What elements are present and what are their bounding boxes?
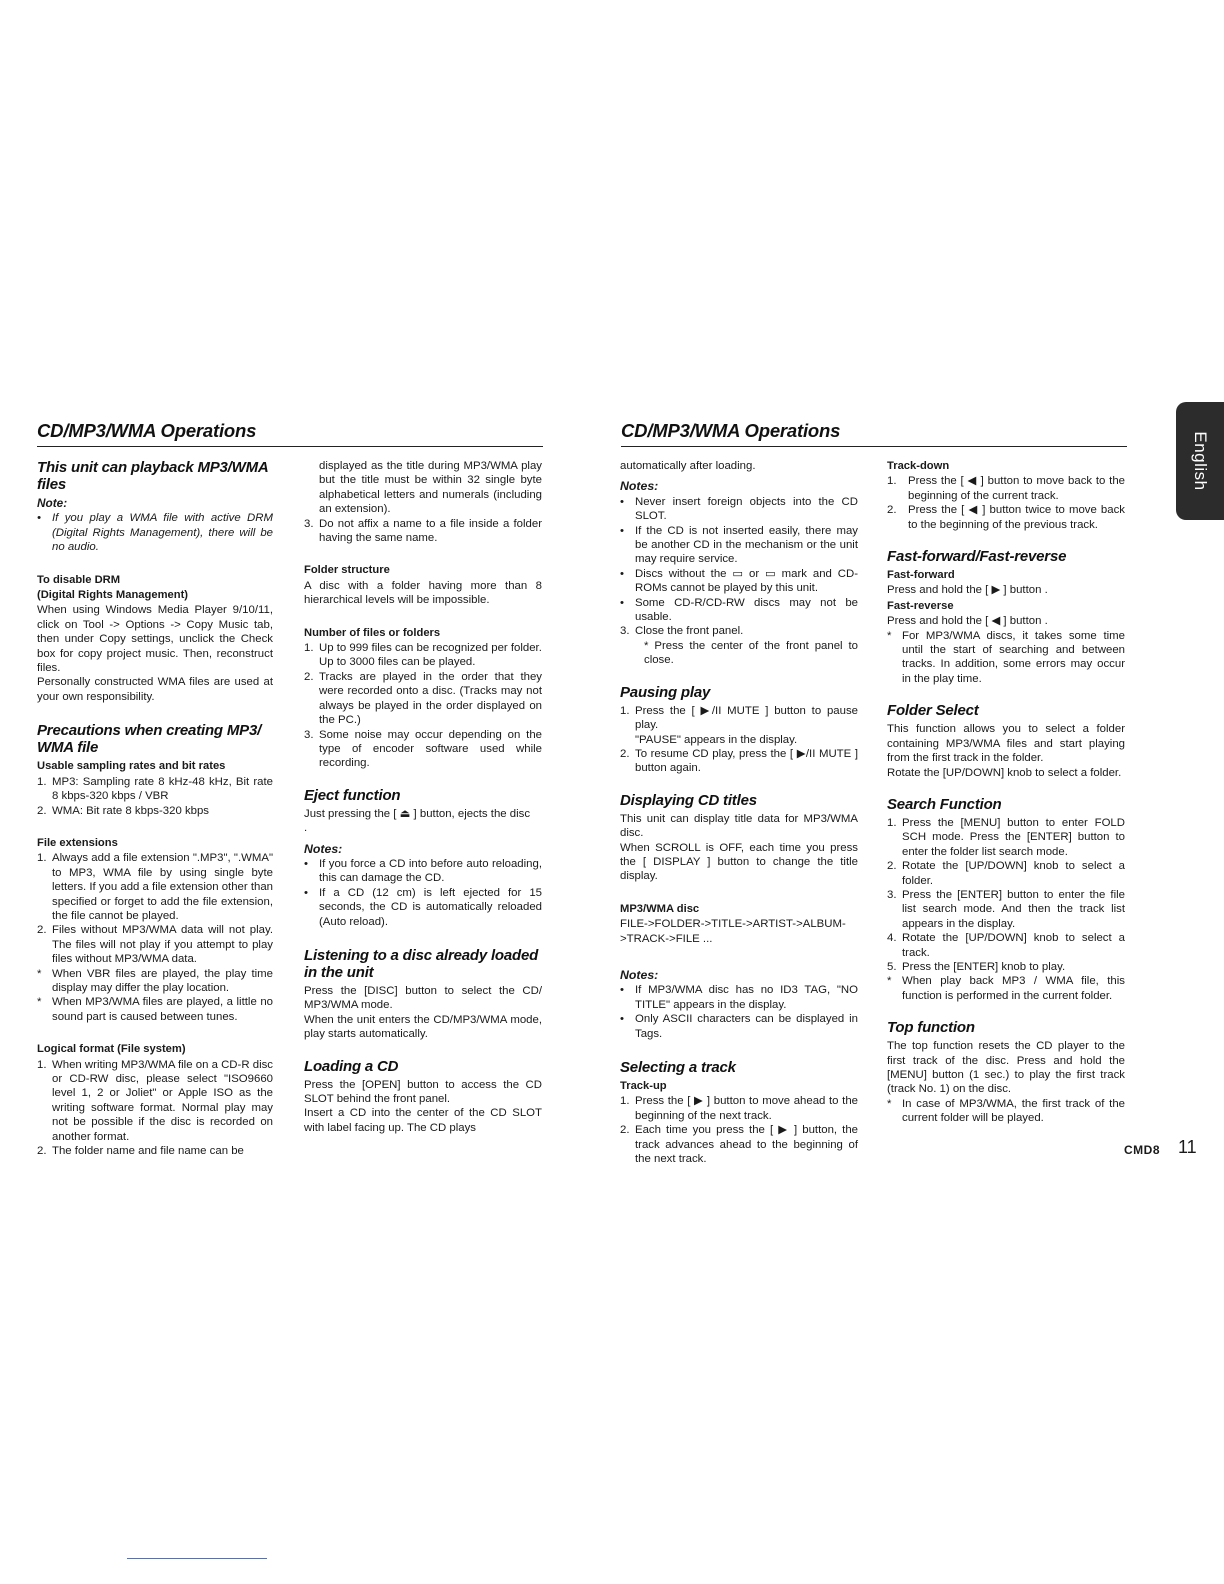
column-2 [304,459,542,1135]
heading-top-function: Top function [887,1019,975,1037]
list-item: 1. Up to 999 files can be recognized per folder. [304,642,542,655]
heading-loading-cd: Loading a CD [304,1057,399,1075]
notes-heading: Notes: [304,841,343,856]
right-page-title: CD/MP3/WMA Operations [621,420,841,441]
loading-text-1: Press the [OPEN] button to access the CD SLOT behind the front panel. [304,1078,542,1105]
language-tab-label: English [1191,431,1210,491]
drm-responsibility: Personally constructed WMA files are used at your own responsibility. [37,676,273,703]
heading-listening-loaded-disc: Listening to a disc already loaded in the unit [304,946,539,981]
list-item: • If you force a CD into before auto reloading, this can damage the CD. [304,857,542,885]
list-item: 3. Close the front panel. [620,625,744,638]
list-item: 3. Do not affix a name to a file inside a folder having the same name. [304,517,542,545]
track-up-list [620,1094,858,1166]
subheading-logical-format: Logical format (File system) [37,1043,186,1056]
folder-structure-text: A disc with a folder having more than 8 hierarchical levels will be impossible. [304,579,542,607]
column-4 [887,459,1125,1126]
model-name: CMD8 [1124,1143,1161,1157]
list-item: 2. To resume CD play, press the [ ▶/II MUTE ] button again. [620,747,858,775]
left-page-title: CD/MP3/WMA Operations [37,420,257,441]
pause-list [620,704,858,776]
heading-precautions: Precautions when creating MP3/ WMA file [37,722,262,757]
bottom-rule [127,1558,267,1559]
subheading-folder-structure: Folder structure [304,564,390,577]
subheading-file-extensions: File extensions [37,836,118,849]
subheading-number-of-files: Number of files or folders [304,626,441,639]
list-item: 3. Press the [ENTER] button to enter the file list search mode. And then the track list appears in the display. [887,888,1125,930]
language-tab [1176,402,1224,520]
subheading-track-down: Track-down [887,460,950,472]
display-titles-text-2: When SCROLL is OFF, each time you press the [ DISPLAY ] button to change the title display. [620,841,858,883]
list-item: 2. Each time you press the [ ▶ ] button, the track advances ahead to the beginning of the next track. [620,1124,858,1166]
display-notes-list [620,983,858,1041]
eject-notes-list [304,857,542,929]
page-number: 11 [1178,1137,1197,1157]
heading-pausing-play: Pausing play [620,683,711,701]
notes-heading: Notes: [620,479,659,494]
drm-instructions: When using Windows Media Player 9/10/11, click on Tool -> Options -> Copy Music tab, then under Copy settings, unclick the Check box for copy project music. Then, reconstruct files. [37,604,273,675]
eject-dot: . [304,822,308,835]
left-title-rule [37,446,543,447]
list-item: * When play back MP3 / WMA file, this function is performed in the current folder. [887,975,1125,1002]
heading-selecting-track: Selecting a track [620,1059,736,1076]
list-item: 1. Press the [ ▶/II MUTE ] button to pause play. [620,704,858,732]
heading-fast-forward-reverse: Fast-forward/Fast-reverse [887,548,1067,566]
subheading-mp3-wma-disc: MP3/WMA disc [620,902,700,915]
list-item: * When VBR files are played, the play time display may differ the play location. [37,967,273,994]
heading-displaying-cd-titles: Displaying CD titles [620,791,757,809]
listening-text-2: When the unit enters the CD/MP3/WMA mode, play starts automatically. [304,1013,542,1041]
list-item: "PAUSE" appears in the display. [635,733,798,746]
search-function-list [887,816,1125,1003]
loading-notes-list [620,495,858,625]
list-item: 4. Rotate the [UP/DOWN] knob to select a track. [887,932,1125,959]
list-item: 3. Some noise may occur depending on the type of encoder software used while recording. [304,728,542,770]
list-item: 2. Files without MP3/WMA data will not play. The files will not play if you attempt to play files without MP3/WMA data. [37,924,273,966]
file-extensions-list [37,851,273,1024]
subheading-track-up: Track-up [620,1080,667,1092]
notes-heading: Notes: [620,967,659,982]
fast-forward-text: Press and hold the [ ▶ ] button . [887,584,1048,597]
list-item: 1. Press the [ ◀ ] button to move back to the beginning of the current track. [887,475,1125,502]
list-item: * When MP3/WMA files are played, a little no sound part is caused between tunes. [37,996,273,1023]
subheading-sampling-rates: Usable sampling rates and bit rates [37,760,226,773]
loading-text-2: Insert a CD into the center of the CD SLOT with label facing up. The CD plays [304,1107,542,1134]
list-item: 1. MP3: Sampling rate 8 kHz-48 kHz, Bit rate 8 kbps-320 kbps / VBR [37,775,273,803]
subheading-fast-forward: Fast-forward [887,569,955,582]
logical-format-list [37,1058,273,1159]
list-item: 2. Rotate the [UP/DOWN] knob to select a folder. [887,860,1125,887]
column-3 [620,459,858,1166]
note-drm: • If you play a WMA file with active DRM (Digital Rights Management), there will be no audio. [37,512,273,554]
list-item: 2. The folder name and file name can be [37,1145,244,1158]
list-item: • Only ASCII characters can be displayed in Tags. [620,1013,858,1040]
subheading-disable-drm: To disable DRM [37,573,121,586]
list-item: 2. WMA: Bit rate 8 kbps-320 kbps [37,804,209,817]
list-item: 5. Press the [ENTER] knob to play. [887,960,1066,973]
list-item: Up to 3000 files can be played. [319,656,476,669]
close-note: * Press the center of the front panel to close. [644,639,858,667]
list-item: • If the CD is not inserted easily, there may be another CD in the mechanism or the unit may require service. [620,524,858,566]
list-item: 2. Press the [ ◀ ] button twice to move back to the beginning of the previous track. [887,504,1125,531]
heading-search-function: Search Function [887,795,1002,813]
folder-select-text-1: This function allows you to select a folder containing MP3/WMA files and start playing from the first track in the folder. [887,723,1125,765]
note-heading: Note: [37,496,68,510]
track-down-list [887,474,1125,532]
fast-note: * For MP3/WMA discs, it takes some time until the start of searching and between tracks. In addition, some errors may occur in the play time. [887,629,1125,685]
top-function-text: The top function resets the CD player to the first track of the disc. Press and hold the [MENU] button (1 sec.) to play the first track (track No. 1) on the disc. [887,1040,1125,1096]
display-titles-text-1: This unit can display title data for MP3/WMA disc. [620,812,858,840]
sampling-rates-list [37,775,273,818]
list-item: • If MP3/WMA disc has no ID3 TAG, "NO TITLE" appears in the display. [620,984,858,1011]
mp3-display-order: FILE->FOLDER->TITLE->ARTIST->ALBUM->TRACK->FILE ... [620,918,846,945]
folder-select-text-2: Rotate the [UP/DOWN] knob to select a folder. [887,766,1122,779]
heading-mp3-wma-playback: This unit can playback MP3/WMA files [37,459,268,493]
list-item-continued: displayed as the title during MP3/WMA play but the title must be within 32 single byte alphabetical letters and numerals (including an extension). [319,460,542,516]
list-item: 2. Tracks are played in the order that they were recorded onto a disc. (Tracks may not always be played in the order displayed on the PC.) [304,670,542,727]
fast-reverse-text: Press and hold the [ ◀ ] button . [887,615,1048,628]
list-item: 1. Press the [ ▶ ] button to move ahead to the beginning of the next track. [620,1095,858,1122]
subheading-drm-full: (Digital Rights Management) [37,589,189,602]
list-item: • Never insert foreign objects into the CD SLOT. [620,495,858,523]
heading-eject-function: Eject function [304,786,401,804]
list-item: • Discs without the ▭ or ▭ mark and CD-ROMs cannot be played by this unit. [620,567,858,595]
list-item: • If a CD (12 cm) is left ejected for 15 seconds, the CD is automatically reloaded (Auto reload). [304,886,542,928]
list-item: 1. Press the [MENU] button to enter FOLD SCH mode. Press the [ENTER] button to enter the folder list search mode. [887,816,1125,858]
column-1 [37,459,273,1158]
subheading-fast-reverse: Fast-reverse [887,599,954,612]
list-item: 1. Always add a file extension ".MP3", ".WMA" to MP3, WMA file by using single byte letters. If you add a file extension other than specified or forget to add the file extension, the file cannot be played. [37,852,273,922]
list-item: 1. When writing MP3/WMA file on a CD-R disc or CD-RW disc, please select "ISO9660 level 1, 2 or Joliet" or Apple ISO as the writing software format. Normal play may not be possible if the disc is recorded on another format. [37,1058,273,1143]
list-item: • Some CD-R/CD-RW discs may not be usable. [620,596,858,624]
number-of-files-list [304,641,542,771]
heading-folder-select: Folder Select [887,702,979,720]
eject-text: Just pressing the [ ⏏ ] button, ejects the disc [304,807,531,820]
right-title-rule [621,446,1127,447]
top-function-note: * In case of MP3/WMA, the first track of the current folder will be played. [887,1097,1125,1125]
listening-text-1: Press the [DISC] button to select the CD/ MP3/WMA mode. [304,984,542,1012]
loading-continued: automatically after loading. [620,460,756,472]
